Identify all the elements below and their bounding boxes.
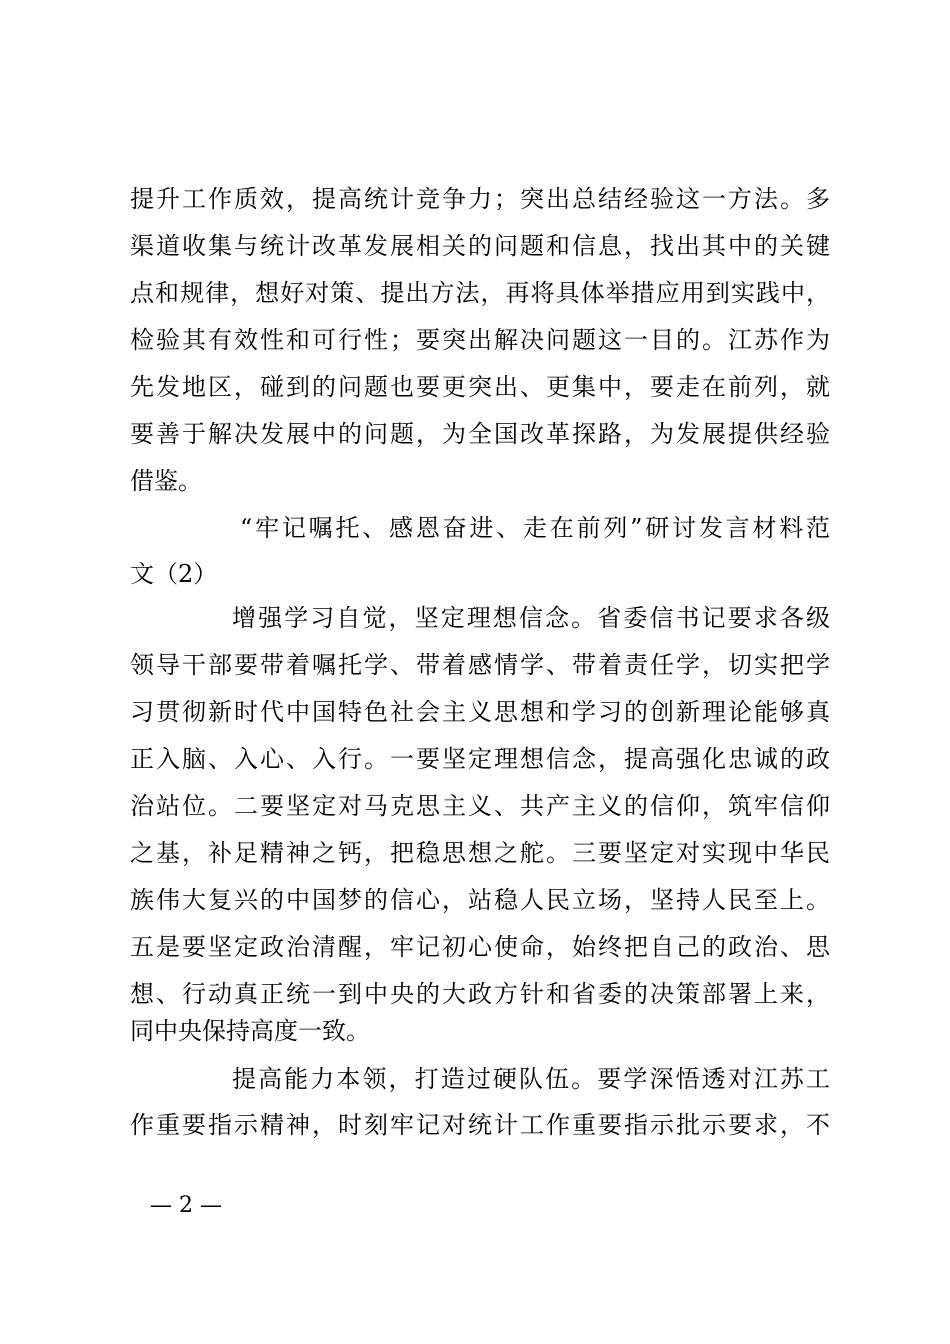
paragraph-3-line-1: 提高能力本领，打造过硬队伍。要学深悟透对江苏工	[232, 1065, 830, 1093]
paragraph-2-line-5: 治站位。二要坚定对马克思主义、共产主义的信仰，筑牢信仰	[130, 792, 830, 820]
paragraph-2-line-8: 五是要坚定政治清醒，牢记初心使命，始终把自己的政治、思	[130, 933, 830, 961]
paragraph-2-line-9: 想、行动真正统一到中央的大政方针和省委的决策部署上来，	[130, 980, 830, 1008]
paragraph-1-line-5: 先发地区，碰到的问题也要更突出、更集中，要走在前列，就	[130, 373, 830, 401]
paragraph-1-line-1: 提升工作质效，提高统计竞争力；突出总结经验这一方法。多	[130, 185, 830, 213]
paragraph-2-line-2: 领导干部要带着嘱托学、带着感情学、带着责任学，切实把学	[130, 651, 830, 679]
heading-line-2: 文（2）	[130, 560, 218, 588]
heading-line-1: “牢记嘱托、感恩奋进、走在前列”研讨发言材料范	[240, 514, 830, 542]
paragraph-2-line-6: 之基，补足精神之钙，把稳思想之舵。三要坚定对实现中华民	[130, 839, 830, 867]
paragraph-1-line-2: 渠道收集与统计改革发展相关的问题和信息，找出其中的关键	[130, 232, 830, 260]
paragraph-2-line-4: 正入脑、入心、入行。一要坚定理想信念，提高强化忠诚的政	[130, 745, 830, 773]
paragraph-1-line-7: 借鉴。	[130, 467, 202, 495]
paragraph-2-line-3: 习贯彻新时代中国特色社会主义思想和学习的创新理论能够真	[130, 698, 830, 726]
paragraph-1-line-3: 点和规律，想好对策、提出方法，再将具体举措应用到实践中，	[130, 279, 830, 307]
paragraph-1-line-4: 检验其有效性和可行性；要突出解决问题这一目的。江苏作为	[130, 326, 830, 354]
paragraph-3-line-2: 作重要指示精神，时刻牢记对统计工作重要指示批示要求，不	[130, 1111, 830, 1139]
paragraph-2-line-7: 族伟大复兴的中国梦的信心，站稳人民立场，坚持人民至上。	[130, 886, 830, 914]
paragraph-1-line-6: 要善于解决发展中的问题，为全国改革探路，为发展提供经验	[130, 420, 830, 448]
paragraph-2-line-1: 增强学习自觉，坚定理想信念。省委信书记要求各级	[232, 604, 830, 632]
paragraph-2-line-10: 同中央保持高度一致。	[130, 1017, 370, 1045]
page-number: — 2 —	[150, 1193, 222, 1218]
